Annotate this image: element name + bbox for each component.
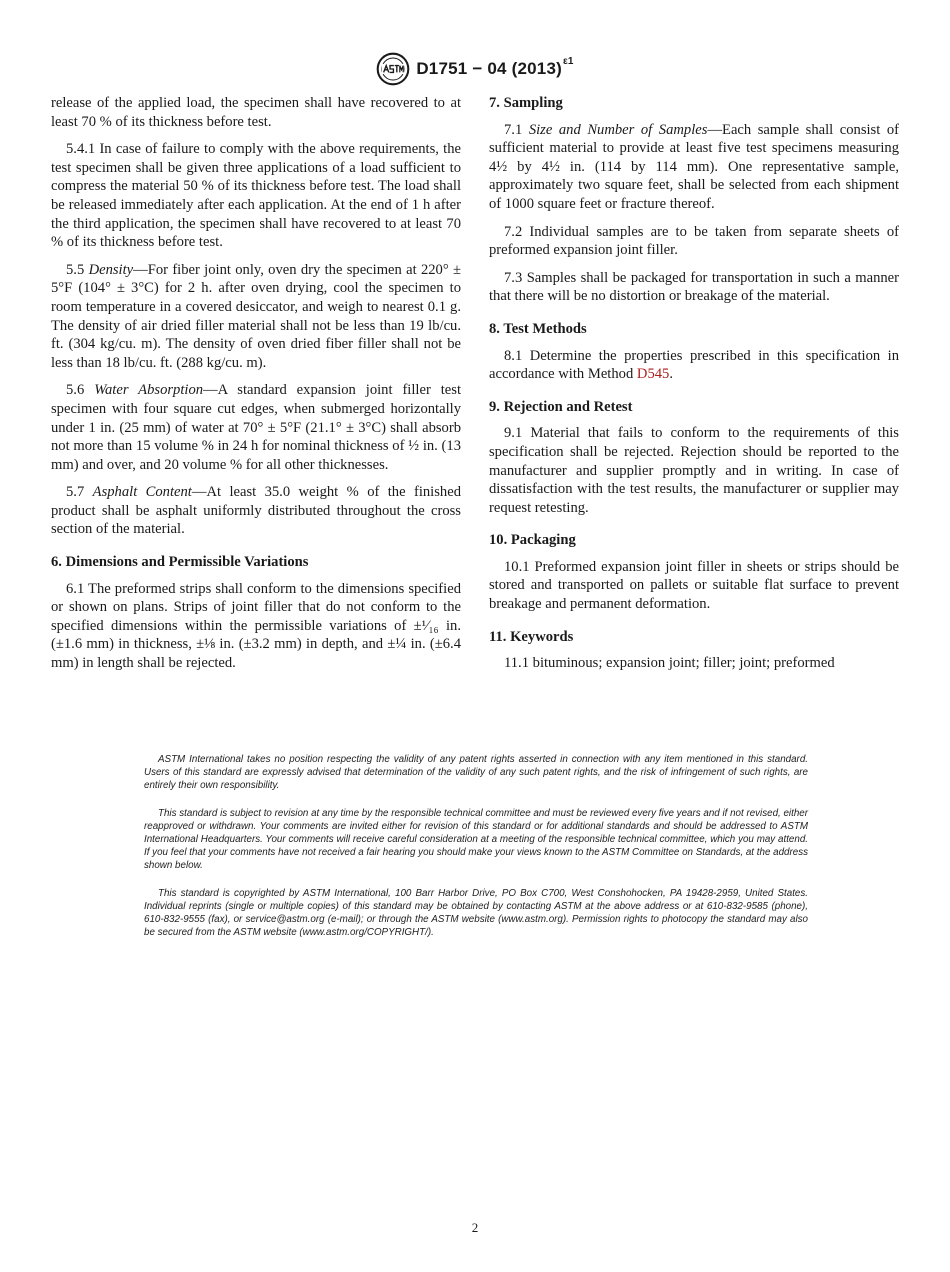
- epsilon-superscript: ε1: [562, 56, 574, 68]
- paragraph-5-7: 5.7 Asphalt Content—At least 35.0 weight % of the finished product shall be asphalt uniformly distributed throughout the cross section of the material.: [51, 484, 461, 538]
- page-header: [0, 52, 950, 86]
- paragraph-7-3: 7.3 Samples shall be packaged for transportation in such a manner that there will be no distortion or breakage of the material.: [489, 269, 899, 305]
- right-column: [489, 94, 899, 682]
- heading-section-8: 8. Test Methods: [489, 320, 587, 337]
- paragraph-7-1: 7.1 Size and Number of Samples—Each sample shall consist of sufficient material to provide at least five test specimens measuring 4½ by 4½ in. (114 by 114 mm). One representative sample, approximately two square feet, shall be selected from each shipment of 1000 square feet or fracture thereof.: [489, 121, 899, 212]
- paragraph-9-1: 9.1 Material that fails to conform to the requirements of this specification shall be rejected. Rejection should be reported to the manufacturer and supplier promptly and in writing. In case of dissatisfaction with the test results, the manufacturer or supplier may request retesting.: [489, 425, 899, 516]
- note-patent-rights: ASTM International takes no position respecting the validity of any patent rights asserted in connection with any item mentioned in this standard. Users of this standard are expressly advised that determination of the validity of any such patent rights, and the risk of infringement of such rights, are entirely their own responsibility.: [144, 754, 808, 792]
- header-inner: [376, 52, 573, 86]
- term-size-and-number: Size and Number of Samples: [528, 121, 708, 138]
- paragraph-5-4-1: 5.4.1 In case of failure to comply with the above requirements, the test specimen shall be given three applications of a load sufficient to compress the material 50 % of its thickness before test. The load shall be released immediately after each application. At the end of 1 h after the third application, the specimen shall have recovered to at least 70 % of its thickness before test.: [51, 141, 461, 251]
- left-column: [51, 94, 461, 682]
- paragraph-11-1: 11.1 bituminous; expansion joint; filler; joint; preformed: [504, 655, 835, 672]
- paragraph-8-1: 8.1 Determine the properties prescribed in this specification in accordance with Method D545.: [489, 347, 899, 383]
- document-id: D1751 − 04 $(2013)^{\varepsilon 1}$: [416, 56, 574, 78]
- heading-section-10: 10. Packaging: [489, 532, 576, 549]
- legal-notes: [144, 753, 808, 953]
- paragraph-7-2: 7.2 Individual samples are to be taken from separate sheets of preformed expansion joint filler.: [489, 223, 899, 259]
- heading-section-11: 11. Keywords: [489, 628, 574, 645]
- page-number: 2: [471, 1220, 479, 1235]
- paragraph-5-5: 5.5 Density—For fiber joint only, oven dry the specimen at 220° ± 5°F (104° ± 3°C) for 2 h. after oven drying, cool the specimen to room temperature in a covered desiccator, and weigh to nearest 0.1 g. The density of air dried filler material shall not be less than 19 lb/cu. ft. (304 kg/cu. m). The density of oven dried fiber filler shall not be less than 18 lb/cu. ft. (288 kg/cu. m).: [51, 261, 461, 371]
- paragraph-5-6: 5.6 Water Absorption—A standard expansion joint filler test specimen with four square cut edges, when submerged horizontally under 1 in. (25 mm) of water at 70° ± 5°F (21.1° ± 3°C) shall absorb not more than 15 volume % in 24 h for nominal thickness of ½ in. (13 mm) and over, and 20 volume % for all other thicknesses.: [51, 382, 461, 473]
- reference-link-d545[interactable]: D545: [636, 366, 670, 383]
- term-water-absorption: Water Absorption: [94, 382, 204, 399]
- heading-section-6: 6. Dimensions and Permissible Variations: [51, 554, 309, 571]
- paragraph-5-4-continued: release of the applied load, the specimen shall have recovered to at least 70 % of its thickness before test.: [51, 95, 461, 130]
- heading-section-7: 7. Sampling: [489, 95, 563, 111]
- heading-section-9: 9. Rejection and Retest: [489, 398, 633, 415]
- term-asphalt-content: Asphalt Content: [92, 484, 192, 501]
- note-copyright: This standard is copyrighted by ASTM International, 100 Barr Harbor Drive, PO Box C700, West Conshohocken, PA 19428-2959, United States. Individual reprints (single or multiple copies) of this standard may be obtained by contacting ASTM at the above address or at 610-832-9585 (phone), 610-832-9555 (fax), or service@astm.org (e-mail); or through the ASTM website (www.astm.org). Permission rights to photocopy the standard may also be secured from the ASTM website (www.astm.org/COPYRIGHT/).: [144, 887, 808, 939]
- note-revision: This standard is subject to revision at any time by the responsible technical committee and must be reviewed every five years and if not revised, either reapproved or withdrawn. Your comments are invited either for revision of this standard or for additional standards and should be addressed to ASTM International Headquarters. Your comments will receive careful consideration at a meeting of the responsible technical committee, which you may attend. If you feel that your comments have not received a fair hearing you should make your views known to the ASTM Committee on Standards, at the address shown below.: [144, 807, 808, 872]
- paragraph-10-1: 10.1 Preformed expansion joint filler in sheets or strips should be stored and transported on pallets or suitable flat surface to prevent breakage and permanent deformation.: [489, 558, 899, 613]
- paragraph-6-1: 6.1 The preformed strips shall conform to the dimensions specified or shown on plans. Strips of joint filler that do not conform to the specified dimensions within the permissible variations of ±¹⁄₁₆ in. (±1.6 mm) in thickness, ±⅛ in. (±3.2 mm) in depth, and ±¼ in. (±6.4 mm) in length shall be rejected.: [51, 580, 461, 672]
- term-density: Density: [88, 261, 134, 278]
- astm-logo-icon: [376, 52, 410, 86]
